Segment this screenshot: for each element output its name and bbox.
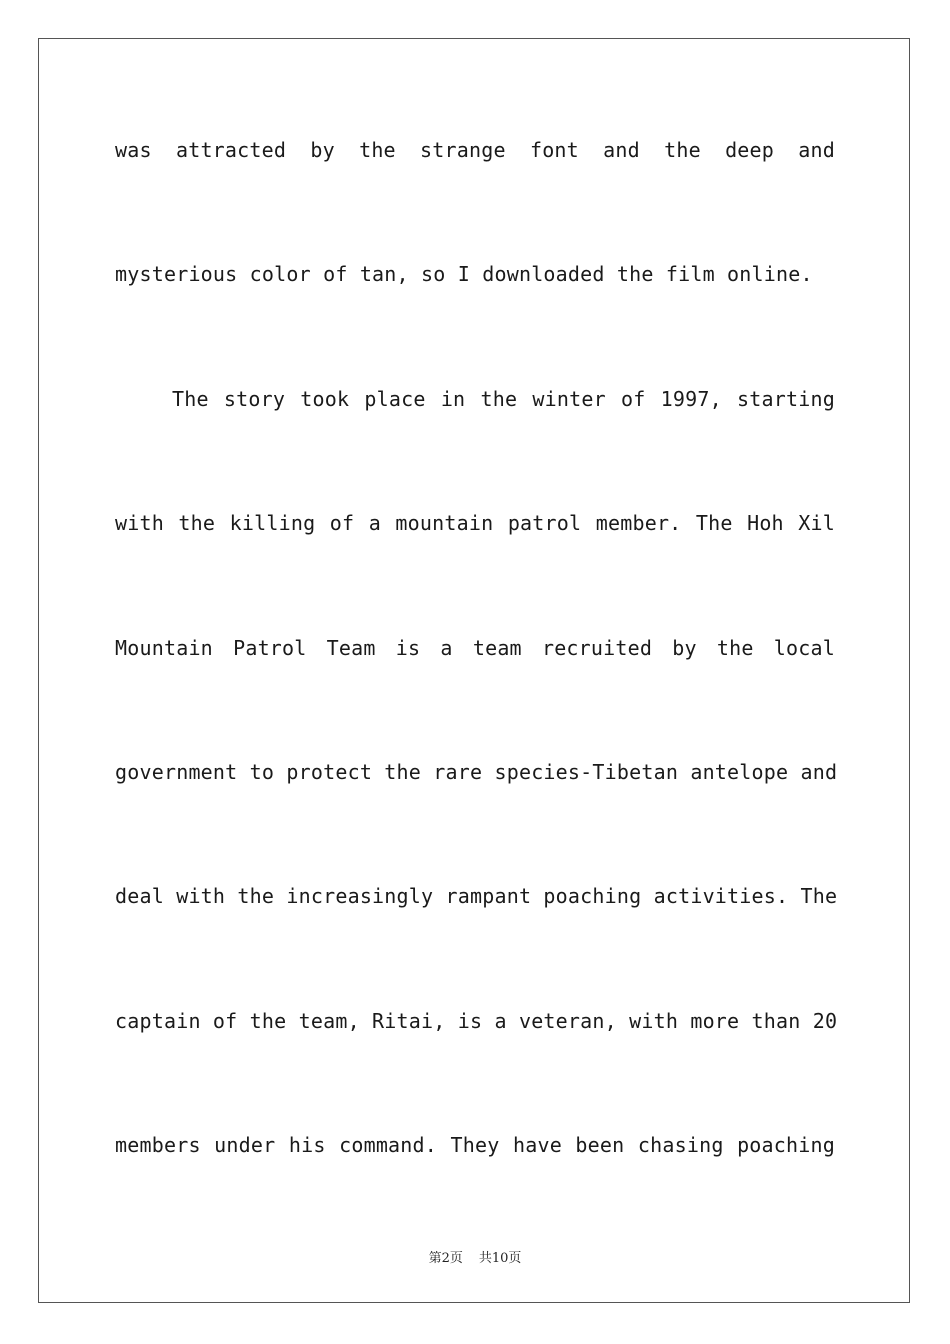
page-number-current: 第2页 [428,1251,463,1266]
text-line: captain of the team, Ritai, is a veteran, with more than 20 [115,1009,838,1033]
text-line: deal with the increasingly rampant poaching activities. The [115,884,838,908]
page-border [38,38,910,1303]
paragraph-first-line: The story took place in the winter of 1997, starting [172,387,835,411]
text-line: government to protect the rare species-Tibetan antelope and [115,760,838,784]
text-line: members under his command. They have been chasing poaching [115,1133,835,1157]
page-footer [0,1247,950,1266]
text-line: with the killing of a mountain patrol member. The Hoh Xil [115,511,835,535]
text-line: Mountain Patrol Team is a team recruited by the local [115,636,835,660]
text-line: mysterious color of tan, so I downloaded the film online. [115,262,813,286]
page-number-total: 共10页 [478,1251,522,1266]
text-line: was attracted by the strange font and the deep and [115,138,835,162]
